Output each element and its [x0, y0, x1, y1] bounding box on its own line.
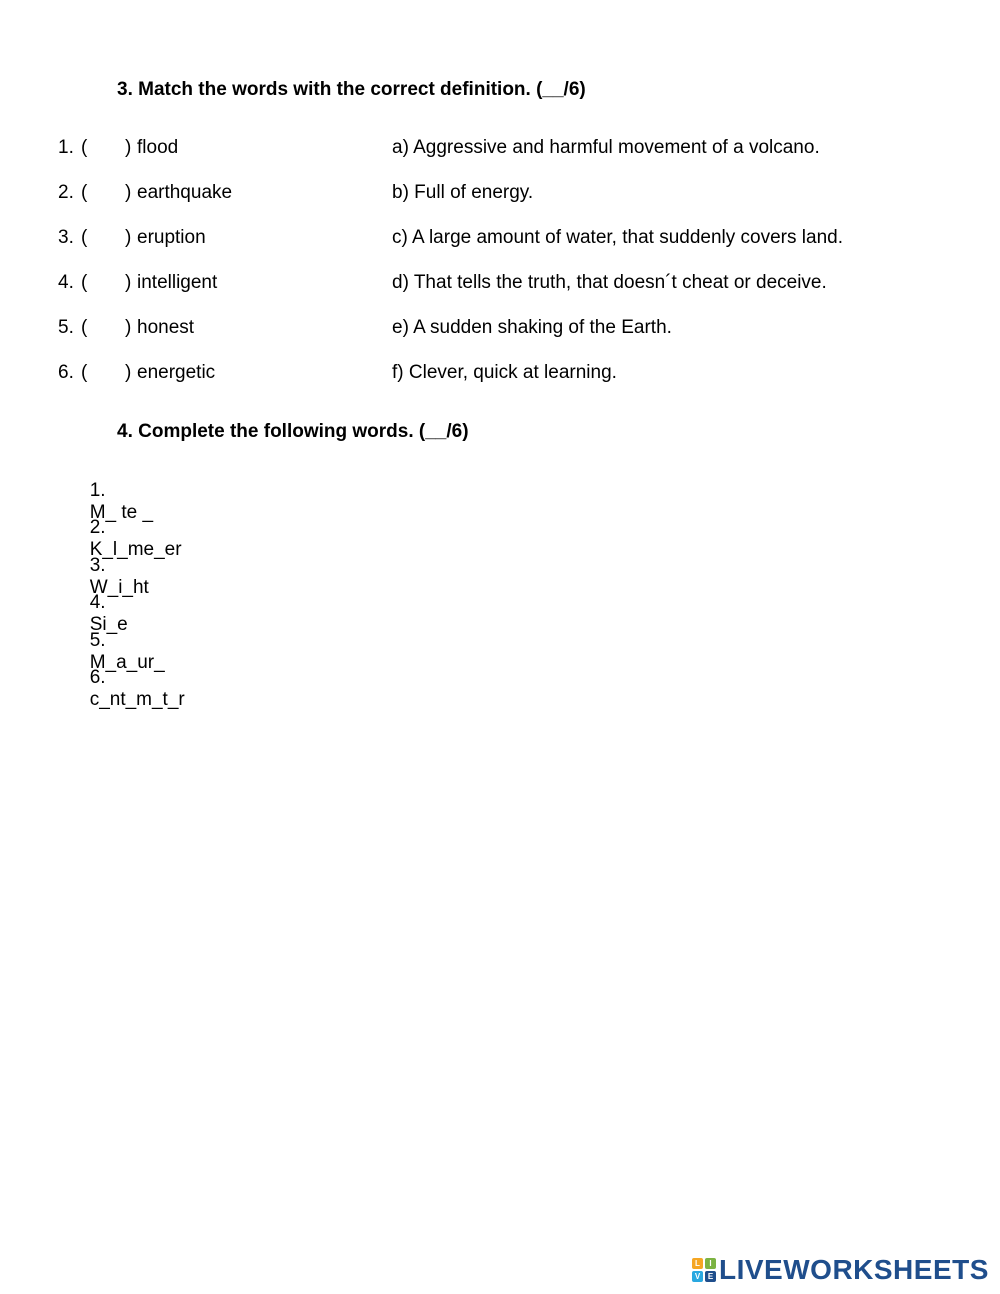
- match-row: [58, 362, 958, 386]
- logo-mark-tile: E: [705, 1271, 716, 1282]
- match-word: intelligent: [137, 272, 218, 293]
- complete-word: Si_e: [89, 614, 128, 635]
- match-row: [58, 182, 958, 206]
- answer-open-paren: (: [81, 317, 88, 338]
- match-definition: b) Full of energy.: [392, 182, 534, 203]
- complete-word: K_l_me_er: [89, 539, 182, 560]
- complete-word: c_nt_m_t_r: [89, 689, 185, 710]
- answer-open-paren: (: [81, 272, 88, 293]
- complete-number: 6.: [89, 667, 111, 688]
- logo-mark-tile: V: [692, 1271, 703, 1282]
- match-number: 1.: [58, 137, 74, 158]
- answer-open-paren: (: [81, 182, 88, 203]
- complete-number: 2.: [89, 517, 111, 538]
- match-number: 3.: [58, 227, 74, 248]
- match-word: energetic: [137, 362, 216, 383]
- complete-number: 5.: [89, 630, 111, 651]
- complete-number: 4.: [89, 592, 111, 613]
- answer-close-paren: ): [125, 362, 132, 383]
- match-row: [58, 317, 958, 341]
- complete-number: 3.: [89, 555, 111, 576]
- complete-number: 1.: [89, 480, 111, 501]
- complete-word: W_i_ht: [89, 577, 149, 598]
- match-definition: e) A sudden shaking of the Earth.: [392, 317, 672, 338]
- complete-word: M_a_ur_: [89, 652, 165, 673]
- match-definition: f) Clever, quick at learning.: [392, 362, 617, 383]
- match-word: eruption: [137, 227, 206, 248]
- match-word: earthquake: [137, 182, 233, 203]
- logo-mark-icon: [692, 1258, 716, 1282]
- match-word: flood: [137, 137, 179, 158]
- logo-text: LIVEWORKSHEETS: [719, 1254, 989, 1285]
- match-word: honest: [137, 317, 195, 338]
- section-3-title: 3. Match the words with the correct definition. (__/6): [117, 79, 586, 100]
- answer-close-paren: ): [125, 317, 132, 338]
- section-4-title: 4. Complete the following words. (__/6): [117, 421, 469, 442]
- match-definition: d) That tells the truth, that doesn´t cheat or deceive.: [392, 272, 827, 293]
- liveworksheets-logo[interactable]: [692, 1256, 989, 1284]
- match-row: [58, 227, 958, 251]
- match-definition: a) Aggressive and harmful movement of a volcano.: [392, 137, 820, 158]
- answer-open-paren: (: [81, 227, 88, 248]
- logo-mark-tile: I: [705, 1258, 716, 1269]
- match-number: 4.: [58, 272, 74, 293]
- match-row: [58, 272, 958, 296]
- answer-close-paren: ): [125, 137, 132, 158]
- complete-row: [58, 645, 185, 733]
- complete-word: M_ te _: [89, 502, 154, 523]
- logo-mark-tile: L: [692, 1258, 703, 1269]
- match-number: 2.: [58, 182, 74, 203]
- answer-close-paren: ): [125, 182, 132, 203]
- match-row: [58, 137, 958, 161]
- answer-close-paren: ): [125, 272, 132, 293]
- match-number: 5.: [58, 317, 74, 338]
- match-number: 6.: [58, 362, 74, 383]
- answer-open-paren: (: [81, 362, 88, 383]
- answer-open-paren: (: [81, 137, 88, 158]
- answer-close-paren: ): [125, 227, 132, 248]
- match-definition: c) A large amount of water, that suddenly covers land.: [392, 227, 843, 248]
